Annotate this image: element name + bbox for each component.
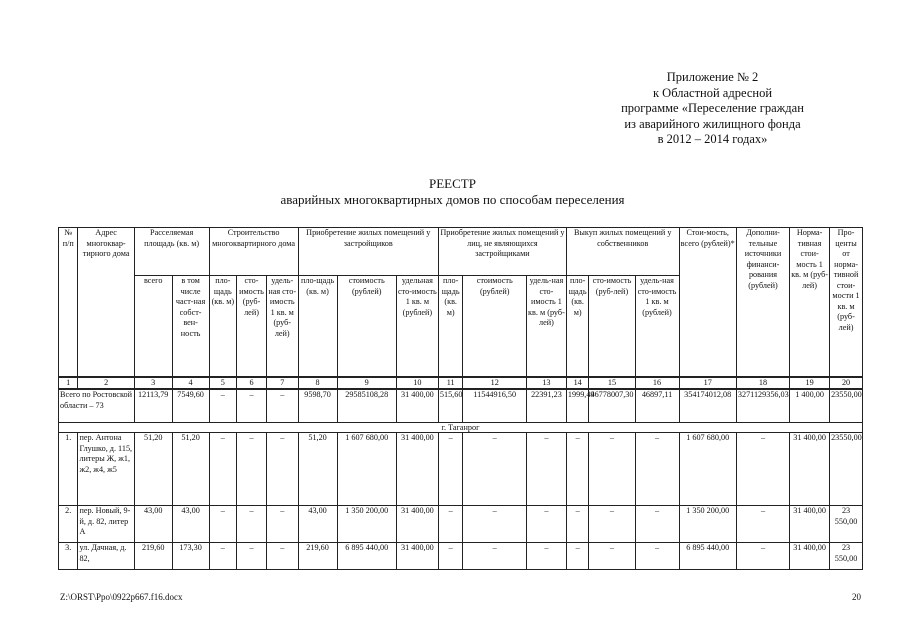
appendix-line: в 2012 – 2014 годах» (657, 132, 768, 146)
header-acquisition-non-developers: Приобретение жилых помещений у лиц, не являющихся застройщиками (438, 228, 566, 276)
column-number-row (59, 377, 863, 389)
row-cell: – (237, 506, 267, 543)
row-cell: – (237, 543, 267, 570)
row-cell: 219,60 (298, 543, 337, 570)
total-cell: 12113,79 (134, 389, 172, 423)
table-row (59, 506, 863, 543)
registry-table (58, 227, 863, 570)
row-address: пер. Новый, 9-й, д. 82, литер А (78, 506, 134, 543)
total-cell: 9598,70 (298, 389, 337, 423)
row-cell: 31 400,00 (790, 543, 830, 570)
row-cell: 31 400,00 (396, 543, 438, 570)
row-cell: – (736, 543, 789, 570)
row-cell: 43,00 (298, 506, 337, 543)
row-cell: 23 550,00 (830, 543, 863, 570)
row-cell: – (566, 543, 589, 570)
document-title: РЕЕСТР (429, 176, 476, 191)
row-cell: 51,20 (134, 433, 172, 506)
column-number: 6 (237, 377, 267, 389)
footer-file-path: Z:\ORST\Ppo\0922p667.f16.docx (60, 592, 183, 602)
column-number: 7 (266, 377, 298, 389)
row-cell: – (463, 543, 526, 570)
row-cell: 1 607 680,00 (679, 433, 736, 506)
total-cell: – (237, 389, 267, 423)
row-cell: 6 895 440,00 (337, 543, 396, 570)
column-number: 13 (526, 377, 566, 389)
row-cell: 31 400,00 (396, 506, 438, 543)
header-percent: Про-центы от норма-тивной стои-мости 1 кв. м (руб-лей) (830, 228, 863, 378)
row-cell: – (463, 506, 526, 543)
subheader-area: пло-щадь (кв. м) (209, 276, 237, 378)
subheader-unit-cost: удель-ная сто-имость 1 кв. м (руб-лей) (526, 276, 566, 378)
row-cell: – (266, 506, 298, 543)
city-heading: г. Таганрог (59, 423, 863, 433)
total-cell: 7549,60 (172, 389, 209, 423)
header-buyout: Выкуп жилых помещений у собственников (566, 228, 679, 276)
document-subtitle: аварийных многоквартирных домов по способам переселения (280, 192, 625, 207)
total-cell: 1 400,00 (790, 389, 830, 423)
column-number: 5 (209, 377, 237, 389)
table-row (59, 543, 863, 570)
column-number: 2 (78, 377, 134, 389)
header-construction: Строительство многоквартирного дома (209, 228, 298, 276)
row-cell: – (463, 433, 526, 506)
subheader-unit-cost: удель-ная сто-имость 1 кв. м (рублей) (635, 276, 679, 378)
column-number: 15 (589, 377, 635, 389)
row-cell: 31 400,00 (790, 506, 830, 543)
subheader-area: пло-щадь (кв. м) (298, 276, 337, 378)
row-number: 2. (59, 506, 78, 543)
total-cell: 29585108,28 (337, 389, 396, 423)
column-number: 9 (337, 377, 396, 389)
row-cell: – (209, 433, 237, 506)
column-number: 4 (172, 377, 209, 389)
city-row (59, 423, 863, 433)
column-number: 17 (679, 377, 736, 389)
row-cell: 51,20 (298, 433, 337, 506)
total-cell: – (209, 389, 237, 423)
row-cell: – (526, 543, 566, 570)
total-cell: 3271129356,03 (736, 389, 789, 423)
row-cell: – (566, 433, 589, 506)
row-cell: – (526, 506, 566, 543)
column-number: 10 (396, 377, 438, 389)
row-cell: – (589, 543, 635, 570)
appendix-line: программе «Переселение граждан (621, 101, 804, 115)
subheader-area-owned: в том числе част-ная собст-вен-ность (172, 276, 209, 378)
row-cell: – (266, 433, 298, 506)
total-cell: 354174012,08 (679, 389, 736, 423)
row-cell: 43,00 (172, 506, 209, 543)
row-cell: – (209, 506, 237, 543)
header-num: № п/п (59, 228, 78, 378)
row-cell: 31 400,00 (396, 433, 438, 506)
total-cell: 31 400,00 (396, 389, 438, 423)
total-cell: 46778007,30 (589, 389, 635, 423)
row-number: 3. (59, 543, 78, 570)
page-number: 20 (852, 592, 861, 602)
table-row (59, 433, 863, 506)
row-cell: – (438, 506, 463, 543)
header-total-cost: Стои-мость, всего (рублей)* (679, 228, 736, 378)
row-cell: – (209, 543, 237, 570)
subheader-cost: сто-имость (руб-лей) (237, 276, 267, 378)
subheader-cost: сто-имость (руб-лей) (589, 276, 635, 378)
row-cell: 51,20 (172, 433, 209, 506)
total-cell: 515,60 (438, 389, 463, 423)
row-cell: – (635, 433, 679, 506)
row-cell: 1 350 200,00 (679, 506, 736, 543)
column-number: 12 (463, 377, 526, 389)
appendix-line: из аварийного жилищного фонда (624, 116, 801, 131)
subheader-unit-cost: удельная сто-имость 1 кв. м (рублей) (396, 276, 438, 378)
row-cell: – (237, 433, 267, 506)
row-cell: 1 607 680,00 (337, 433, 396, 506)
header-normative-cost: Норма-тивная стои-мость 1 кв. м (руб-лей) (790, 228, 830, 378)
header-row (59, 228, 863, 276)
header-area: Расселяемая площадь (кв. м) (134, 228, 209, 276)
row-cell: 23550,00 (830, 433, 863, 506)
subheader-area: пло-щадь (кв. м) (438, 276, 463, 378)
row-cell: – (736, 433, 789, 506)
column-number: 1 (59, 377, 78, 389)
row-address: ул. Дачная, д. 82, (78, 543, 134, 570)
subheader-cost: стоимость (рублей) (463, 276, 526, 378)
row-address: пер. Антона Глушко, д. 115, литеры Ж, ж1, ж2, ж4, ж5 (78, 433, 134, 506)
column-number: 8 (298, 377, 337, 389)
row-cell: – (266, 543, 298, 570)
column-number: 20 (830, 377, 863, 389)
row-cell: 43,00 (134, 506, 172, 543)
total-cell: – (266, 389, 298, 423)
total-cell: 22391,23 (526, 389, 566, 423)
header-address: Адрес многоквар-тирного дома (78, 228, 134, 378)
row-cell: 31 400,00 (790, 433, 830, 506)
row-number: 1. (59, 433, 78, 506)
row-cell: – (635, 543, 679, 570)
row-cell: 1 350 200,00 (337, 506, 396, 543)
total-row (59, 389, 863, 423)
column-number: 18 (736, 377, 789, 389)
total-cell: 1999,49 (566, 389, 589, 423)
appendix-block (560, 70, 865, 148)
column-number: 19 (790, 377, 830, 389)
row-cell: 23 550,00 (830, 506, 863, 543)
total-cell: 23550,00 (830, 389, 863, 423)
total-label: Всего по Ростовской области – 73 (59, 389, 135, 423)
row-cell: – (635, 506, 679, 543)
row-cell: 173,30 (172, 543, 209, 570)
column-number: 11 (438, 377, 463, 389)
row-cell: 219,60 (134, 543, 172, 570)
subheader-area: пло-щадь (кв. м) (566, 276, 589, 378)
row-cell: 6 895 440,00 (679, 543, 736, 570)
column-number: 3 (134, 377, 172, 389)
total-cell: 11544916,50 (463, 389, 526, 423)
row-cell: – (736, 506, 789, 543)
row-cell: – (589, 433, 635, 506)
subheader-unit-cost: удель-ная сто-имость 1 кв. м (руб-лей) (266, 276, 298, 378)
appendix-line: Приложение № 2 (666, 70, 759, 84)
subheader-cost: стоимость (рублей) (337, 276, 396, 378)
row-cell: – (526, 433, 566, 506)
row-cell: – (438, 433, 463, 506)
header-additional-sources: Дополни-тельные источники финанси-рования (рублей) (736, 228, 789, 378)
row-cell: – (438, 543, 463, 570)
row-cell: – (589, 506, 635, 543)
header-acquisition-developers: Приобретение жилых помещений у застройщиков (298, 228, 438, 276)
appendix-line: к Областной адресной (652, 85, 773, 100)
subheader-area-total: всего (134, 276, 172, 378)
column-number: 16 (635, 377, 679, 389)
total-cell: 46897,11 (635, 389, 679, 423)
row-cell: – (566, 506, 589, 543)
column-number: 14 (566, 377, 589, 389)
